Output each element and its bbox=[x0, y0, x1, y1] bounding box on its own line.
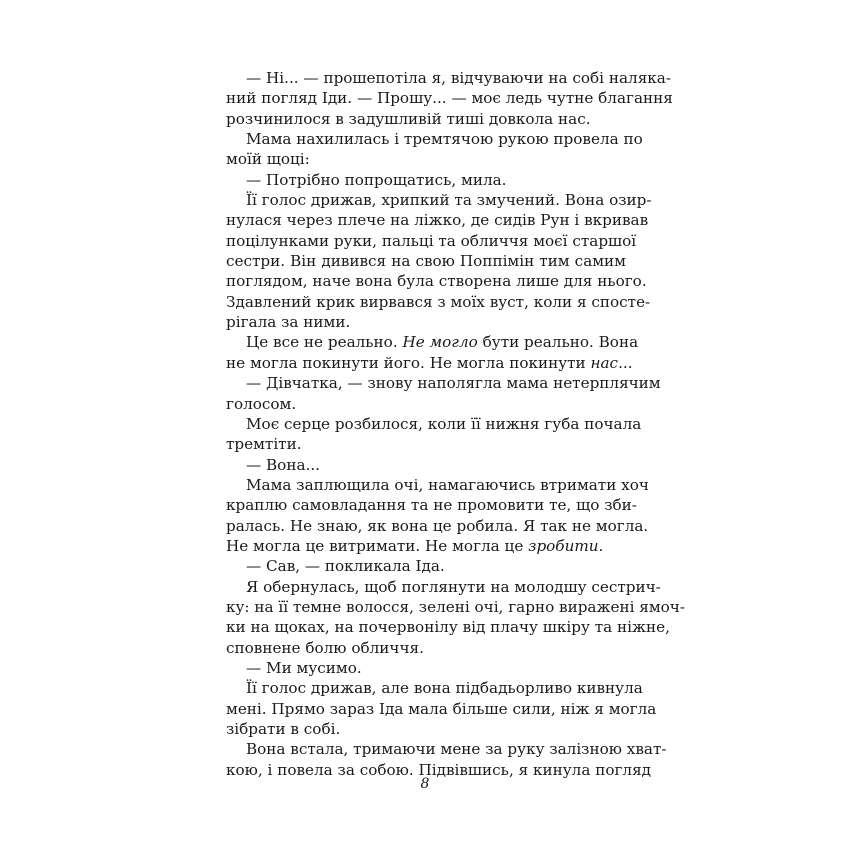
text-run: . bbox=[598, 536, 604, 555]
text-line: ралась. Не знаю, як вона це робила. Я так не могла. bbox=[226, 516, 649, 535]
text-line: кою, і повела за собою. Підвівшись, я кинула погляд bbox=[226, 760, 652, 779]
text-line: Моє серце розбилося, коли її нижня губа почала bbox=[246, 414, 642, 433]
text-line: ки на щоках, на почервонілу від плачу шкіру та ніжне, bbox=[226, 618, 670, 637]
text-line: — Вона... bbox=[246, 455, 320, 474]
text-line: краплю самовладання та не промовити те, що зби- bbox=[226, 496, 637, 515]
text-line: Мама нахилилась і тремтячою рукою провела по bbox=[246, 130, 643, 149]
text-line: — Дівчатка, — знову наполягла мама нетерплячим bbox=[246, 374, 661, 393]
text-line: — Ні... — прошепотіла я, відчуваючи на собі наляка- bbox=[246, 69, 671, 87]
text-line: — Сав, — покликала Іда. bbox=[246, 557, 445, 576]
text-run: бути реально. Вона bbox=[477, 333, 639, 352]
text-line: мені. Прямо зараз Іда мала більше сили, ніж я могла bbox=[226, 699, 657, 718]
text-line: ний погляд Іди. — Прошу... — моє ледь чутне благання bbox=[226, 89, 673, 108]
text-run: Не могла це витримати. Не могла це bbox=[226, 536, 529, 555]
text-line: — Ми мусимо. bbox=[246, 658, 362, 677]
text-line: Здавлений крик вирвався з моїх вуст, коли я спосте- bbox=[226, 292, 651, 311]
text-line: ку: на її темне волосся, зелені очі, гарно виражені ямоч- bbox=[226, 597, 685, 616]
text-run: ... bbox=[618, 353, 633, 372]
text-line bbox=[226, 353, 633, 373]
page-number: 8 bbox=[420, 776, 430, 792]
text-line: голосом. bbox=[226, 394, 297, 413]
text-run: не могла покинути його. Не могла покинути bbox=[226, 353, 591, 372]
italic-text: Не могло bbox=[402, 333, 478, 352]
text-line: Її голос дрижав, але вона підбадьорливо кивнула bbox=[246, 679, 643, 698]
text-line: — Потрібно попрощатись, мила. bbox=[246, 170, 507, 189]
italic-text: нас bbox=[590, 353, 619, 372]
text-line: зібрати в собі. bbox=[226, 720, 341, 738]
text-line: поцілунками руки, пальці та обличчя моєї старшої bbox=[226, 231, 637, 250]
text-line: розчинилося в задушливій тиші довкола нас. bbox=[226, 109, 591, 128]
text-line bbox=[226, 536, 626, 556]
text-line: Її голос дрижав, хрипкий та змучений. Вона озир- bbox=[246, 191, 652, 210]
book-page-text bbox=[226, 68, 685, 780]
text-line: моїй щоці: bbox=[226, 150, 310, 169]
text-line: Вона встала, тримаючи мене за руку залізною хват- bbox=[246, 740, 667, 759]
text-line: рігала за ними. bbox=[226, 313, 351, 332]
text-line: Я обернулась, щоб поглянути на молодшу сестрич- bbox=[246, 577, 661, 596]
text-run: Це все не реально. bbox=[246, 333, 403, 352]
text-line: сповнене болю обличчя. bbox=[226, 638, 424, 657]
text-line: поглядом, наче вона була створена лише для нього. bbox=[226, 272, 647, 291]
text-line: нулася через плече на ліжко, де сидів Рун і вкривав bbox=[226, 211, 649, 230]
text-line: Мама заплющила очі, намагаючись втримати хоч bbox=[246, 475, 649, 494]
text-line: сестри. Він дивився на свою Поппімін тим самим bbox=[226, 252, 626, 271]
text-line: тремтіти. bbox=[226, 435, 302, 454]
italic-text: зробити bbox=[528, 536, 599, 555]
text-line bbox=[226, 332, 639, 352]
